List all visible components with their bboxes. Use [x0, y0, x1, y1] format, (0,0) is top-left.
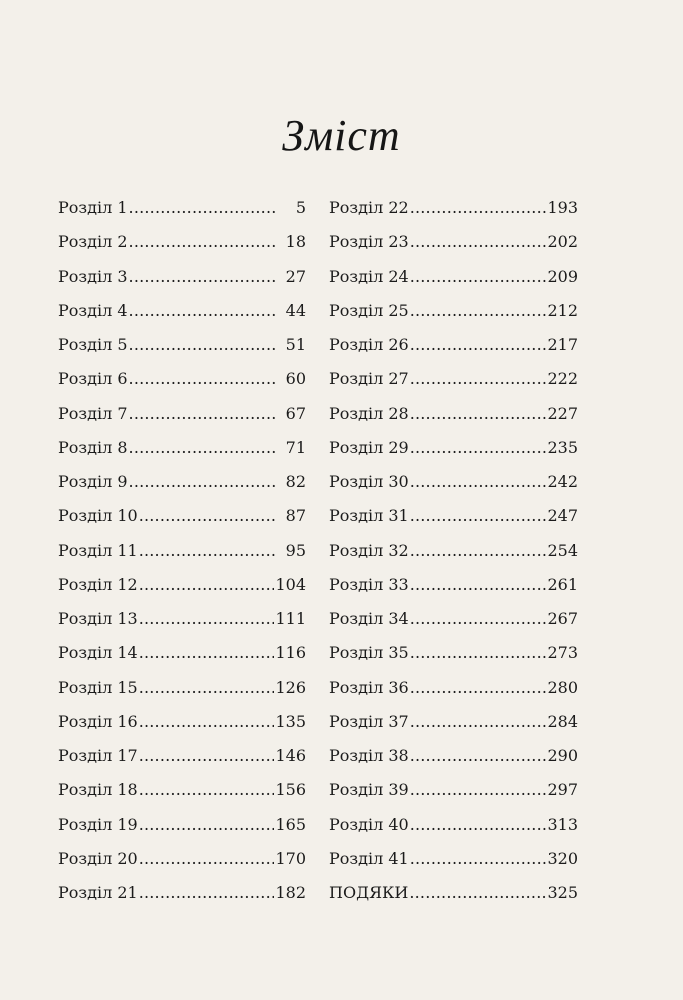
toc-entry [329, 232, 578, 266]
toc-entry-page-number: 44 [285, 300, 306, 320]
toc-dot-leader [410, 609, 547, 629]
toc-dot-leader [139, 541, 275, 561]
toc-entry [58, 335, 306, 369]
toc-entry-page-number: 87 [285, 506, 306, 526]
toc-dot-leader [129, 472, 275, 492]
toc-entry [58, 575, 306, 609]
toc-entry-page-number: 267 [547, 609, 578, 628]
toc-entry-label: Розділ 39 [329, 780, 409, 800]
toc-entry-label: Розділ 11 [58, 540, 138, 560]
toc-entry-label: Розділ 9 [58, 472, 128, 491]
toc-entry-page-number: 126 [275, 677, 306, 697]
toc-entry [329, 815, 578, 849]
toc-entry [329, 198, 578, 232]
toc-entry [58, 780, 306, 814]
toc-entry [329, 369, 578, 403]
toc-entry-label: Розділ 15 [58, 677, 138, 697]
toc-entry-label: Розділ 22 [329, 198, 409, 217]
toc-entry-page-number: 193 [547, 198, 578, 217]
toc-dot-leader [410, 712, 547, 732]
toc-entry-label: Розділ 26 [329, 335, 409, 354]
toc-dot-leader [410, 678, 547, 698]
toc-entry-page-number: 60 [285, 369, 306, 389]
toc-entry-label: Розділ 6 [58, 369, 128, 389]
toc-entry [58, 883, 306, 917]
toc-entry-page-number: 146 [275, 746, 306, 765]
toc-entry-page-number: 111 [275, 609, 306, 628]
toc-entry-page-number: 209 [547, 266, 578, 286]
toc-entry-label: Розділ 25 [329, 300, 409, 320]
toc-dot-leader [410, 369, 547, 389]
toc-entry-page-number: 71 [285, 437, 306, 457]
toc-entry [58, 609, 306, 643]
toc-entry [58, 198, 306, 232]
toc-entry-page-number: 67 [285, 403, 306, 423]
toc-entry-label: Розділ 10 [58, 506, 138, 526]
toc-entry-page-number: 284 [547, 711, 578, 731]
toc-dot-leader [129, 335, 275, 355]
toc-entry [58, 678, 306, 712]
toc-entry [329, 301, 578, 335]
toc-entry-label: Розділ 34 [329, 609, 409, 628]
toc-entry [58, 541, 306, 575]
toc-dot-leader [139, 575, 275, 595]
toc-entry [329, 712, 578, 746]
toc-entry-page-number: 116 [275, 643, 306, 663]
toc-dot-leader [139, 643, 275, 663]
toc-dot-leader [410, 506, 547, 526]
toc-entry [58, 506, 306, 540]
toc-entry-label: Розділ 8 [58, 437, 128, 457]
toc-dot-leader [410, 267, 547, 287]
toc-entry [329, 849, 578, 883]
toc-entry-label: Розділ 27 [329, 369, 409, 389]
toc-column-right [329, 198, 578, 917]
toc-dot-leader [410, 472, 547, 492]
toc-dot-leader [410, 541, 547, 561]
toc-entry-page-number: 320 [547, 848, 578, 868]
toc-entry [329, 746, 578, 780]
toc-entry-page-number: 325 [547, 883, 578, 902]
toc-entry-page-number: 222 [547, 369, 578, 389]
toc-entry [58, 472, 306, 506]
toc-dot-leader [129, 232, 275, 252]
toc-entry [58, 746, 306, 780]
toc-entry-label: Розділ 23 [329, 232, 409, 252]
toc-entry-label: Розділ 3 [58, 266, 128, 286]
toc-entry [329, 506, 578, 540]
toc-entry-page-number: 156 [275, 780, 306, 800]
toc-dot-leader [139, 780, 275, 800]
toc-entry-page-number: 170 [275, 848, 306, 868]
toc-entry-label: Розділ 37 [329, 711, 409, 731]
toc-entry [329, 267, 578, 301]
toc-entry-label: Розділ 35 [329, 643, 409, 663]
toc-entry-page-number: 254 [547, 540, 578, 560]
toc-entry-label: Розділ 5 [58, 335, 128, 354]
toc-entry-page-number: 217 [547, 335, 578, 354]
toc-dot-leader [129, 301, 275, 321]
toc-entry [58, 369, 306, 403]
toc-entry-label: Розділ 14 [58, 643, 138, 663]
toc-entry-label: Розділ 33 [329, 574, 409, 594]
toc-entry [329, 438, 578, 472]
toc-dot-leader [410, 815, 547, 835]
toc-entry [329, 883, 578, 917]
toc-entry-page-number: 297 [547, 780, 578, 800]
toc-entry-label: Розділ 24 [329, 266, 409, 286]
toc-entry [329, 780, 578, 814]
toc-entry-page-number: 235 [547, 437, 578, 457]
toc-entry-label: Розділ 13 [58, 609, 138, 628]
toc-entry-label: ПОДЯКИ [329, 883, 409, 902]
toc-entry-label: Розділ 7 [58, 403, 128, 423]
toc-dot-leader [129, 438, 275, 458]
toc-entry-label: Розділ 40 [329, 814, 409, 834]
toc-entry-label: Розділ 29 [329, 437, 409, 457]
toc-entry-page-number: 135 [275, 711, 306, 731]
toc-entry [58, 232, 306, 266]
toc-entry-label: Розділ 21 [58, 883, 138, 902]
toc-dot-leader [410, 404, 547, 424]
toc-entry-label: Розділ 36 [329, 677, 409, 697]
toc-entry-page-number: 18 [285, 232, 306, 252]
toc-dot-leader [129, 369, 275, 389]
toc-dot-leader [139, 746, 275, 766]
toc-entry-page-number: 95 [285, 540, 306, 560]
toc-entry [58, 849, 306, 883]
toc-entry-label: Розділ 41 [329, 848, 409, 868]
toc-entry-page-number: 5 [295, 198, 306, 217]
toc-entry-page-number: 51 [285, 335, 306, 354]
toc-entry-page-number: 182 [275, 883, 306, 902]
toc-entry-label: Розділ 28 [329, 403, 409, 423]
toc-entry-page-number: 273 [547, 643, 578, 663]
toc-dot-leader [410, 438, 547, 458]
toc-entry [58, 301, 306, 335]
toc-entry-label: Розділ 18 [58, 780, 138, 800]
toc-entry-label: Розділ 16 [58, 711, 138, 731]
toc-dot-leader [410, 335, 547, 355]
toc-dot-leader [410, 643, 547, 663]
toc-entry [58, 267, 306, 301]
page-title: Зміст [282, 111, 401, 160]
toc-entry [58, 438, 306, 472]
toc-entry-page-number: 227 [547, 403, 578, 423]
toc-entry [329, 609, 578, 643]
toc-dot-leader [410, 849, 547, 869]
toc-entry-label: Розділ 38 [329, 746, 409, 765]
toc-column-left [58, 198, 306, 917]
toc-entry-label: Розділ 30 [329, 472, 409, 491]
toc-entry [329, 472, 578, 506]
toc-dot-leader [139, 609, 275, 629]
toc-dot-leader [410, 198, 547, 218]
toc-entry-page-number: 82 [285, 472, 306, 491]
toc-entry-page-number: 165 [275, 814, 306, 834]
toc-entry [58, 643, 306, 677]
toc-dot-leader [129, 267, 275, 287]
toc-dot-leader [139, 849, 275, 869]
toc-entry-label: Розділ 20 [58, 848, 138, 868]
toc-dot-leader [410, 780, 547, 800]
toc-dot-leader [410, 301, 547, 321]
toc-entry [329, 335, 578, 369]
toc-entry-label: Розділ 31 [329, 506, 409, 526]
toc-entry-page-number: 261 [547, 574, 578, 594]
toc-entry [58, 815, 306, 849]
toc-entry [58, 404, 306, 438]
toc-entry-page-number: 202 [547, 232, 578, 252]
toc-entry-label: Розділ 19 [58, 814, 138, 834]
toc-entry-page-number: 212 [547, 300, 578, 320]
toc-entry-page-number: 280 [547, 677, 578, 697]
toc-entry-label: Розділ 1 [58, 198, 128, 217]
toc-entry-label: Розділ 12 [58, 574, 138, 594]
toc-entry [329, 678, 578, 712]
toc-dot-leader [410, 232, 547, 252]
toc-entry-page-number: 104 [275, 574, 306, 594]
toc-dot-leader [139, 678, 275, 698]
toc-entry-page-number: 242 [547, 472, 578, 491]
toc-entry [329, 575, 578, 609]
toc-entry [58, 712, 306, 746]
toc-dot-leader [409, 883, 546, 903]
toc-dot-leader [139, 506, 275, 526]
toc-entry-page-number: 290 [547, 746, 578, 765]
toc-entry-page-number: 247 [547, 506, 578, 526]
toc-dot-leader [129, 198, 275, 218]
toc-entry-label: Розділ 17 [58, 746, 138, 765]
toc-entry [329, 643, 578, 677]
toc-dot-leader [410, 746, 547, 766]
toc-dot-leader [139, 815, 275, 835]
toc-dot-leader [410, 575, 547, 595]
toc-entry-label: Розділ 2 [58, 232, 128, 252]
toc-dot-leader [139, 712, 275, 732]
toc-entry-label: Розділ 4 [58, 300, 128, 320]
toc-dot-leader [139, 883, 275, 903]
toc-entry-page-number: 313 [547, 814, 578, 834]
toc-dot-leader [129, 404, 275, 424]
toc-entry [329, 541, 578, 575]
toc-entry-label: Розділ 32 [329, 540, 409, 560]
toc-entry-page-number: 27 [285, 266, 306, 286]
toc-entry [329, 404, 578, 438]
